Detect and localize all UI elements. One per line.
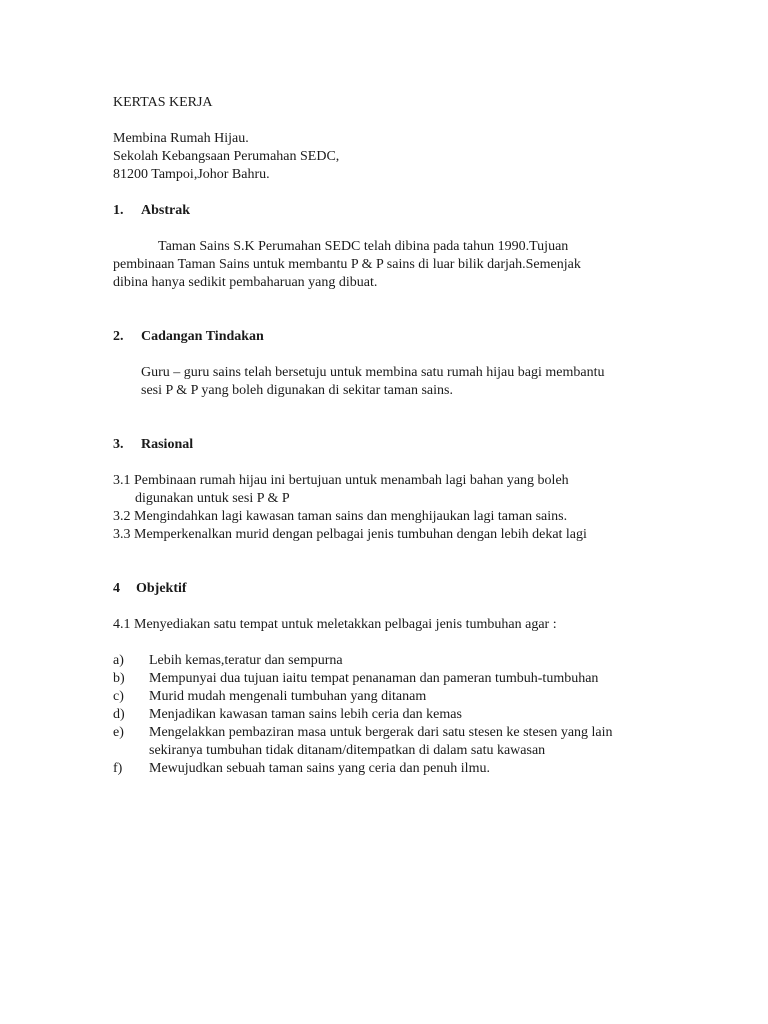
list-marker: d) (113, 707, 125, 722)
list-item-text: Mewujudkan sebuah taman sains yang ceria dan penuh ilmu. (149, 761, 490, 776)
abstrak-line-2: pembinaan Taman Sains untuk membantu P & P sains di luar bilik darjah.Semenjak (113, 257, 581, 272)
list-item-text-block (149, 724, 673, 760)
list-item-text: Mengelakkan pembaziran masa untuk bergerak dari satu stesen ke stesen yang lain (149, 725, 613, 740)
section-title: Objektif (136, 581, 187, 596)
abstrak-paragraph (113, 238, 673, 292)
rasional-list (113, 472, 673, 544)
section-number: 3. (113, 437, 124, 452)
list-item (113, 670, 673, 688)
header-line-3: 81200 Tampoi,Johor Bahru. (113, 167, 270, 182)
rasional-item (113, 508, 673, 526)
document-page (113, 94, 673, 778)
section-number: 2. (113, 329, 124, 344)
list-item-continuation: sekiranya tumbuhan tidak ditanam/ditempatkan di dalam satu kawasan (149, 743, 546, 758)
document-header-block (113, 130, 673, 184)
list-item (113, 652, 673, 670)
list-item-text: Mempunyai dua tujuan iaitu tempat penanaman dan pameran tumbuh-tumbuhan (149, 671, 599, 686)
list-marker: e) (113, 725, 124, 740)
list-item-text: Menjadikan kawasan taman sains lebih ceria dan kemas (149, 707, 462, 722)
list-marker: c) (113, 689, 124, 704)
list-item (113, 760, 673, 778)
cadangan-line-1: Guru – guru sains telah bersetuju untuk membina satu rumah hijau bagi membantu (141, 365, 605, 380)
section-number: 4 (113, 581, 120, 596)
section-title: Abstrak (141, 203, 191, 218)
section-title: Rasional (141, 437, 194, 452)
section-heading-objektif (113, 580, 673, 598)
list-marker: b) (113, 671, 125, 686)
cadangan-paragraph (113, 364, 673, 400)
rasional-item (113, 472, 673, 508)
objektif-intro: 4.1 Menyediakan satu tempat untuk meletakkan pelbagai jenis tumbuhan agar : (113, 617, 557, 632)
list-item (113, 688, 673, 706)
list-marker: f) (113, 761, 123, 776)
section-heading-abstrak (113, 202, 673, 220)
rasional-item-continuation: digunakan untuk sesi P & P (135, 491, 290, 506)
list-item (113, 706, 673, 724)
abstrak-line-3: dibina hanya sedikit pembaharuan yang dibuat. (113, 275, 378, 290)
section-number: 1. (113, 203, 124, 218)
section-heading-rasional (113, 436, 673, 454)
header-line-1: Membina Rumah Hijau. (113, 131, 249, 146)
section-heading-cadangan (113, 328, 673, 346)
cadangan-line-2: sesi P & P yang boleh digunakan di sekitar taman sains. (141, 383, 453, 398)
rasional-item-text: 3.2 Mengindahkan lagi kawasan taman sains dan menghijaukan lagi taman sains. (113, 509, 568, 524)
rasional-item-text: 3.1 Pembinaan rumah hijau ini bertujuan untuk menambah lagi bahan yang boleh (113, 473, 569, 488)
header-line-2: Sekolah Kebangsaan Perumahan SEDC, (113, 149, 340, 164)
list-item (113, 724, 673, 760)
section-title: Cadangan Tindakan (141, 329, 264, 344)
list-item-text: Murid mudah mengenali tumbuhan yang ditanam (149, 689, 427, 704)
rasional-item (113, 526, 673, 544)
rasional-item-text: 3.3 Memperkenalkan murid dengan pelbagai jenis tumbuhan dengan lebih dekat lagi (113, 527, 587, 542)
document-title: KERTAS KERJA (113, 95, 213, 110)
list-marker: a) (113, 653, 124, 668)
abstrak-line-1: Taman Sains S.K Perumahan SEDC telah dibina pada tahun 1990.Tujuan (158, 239, 569, 254)
objektif-list (113, 652, 673, 778)
list-item-text: Lebih kemas,teratur dan sempurna (149, 653, 343, 668)
